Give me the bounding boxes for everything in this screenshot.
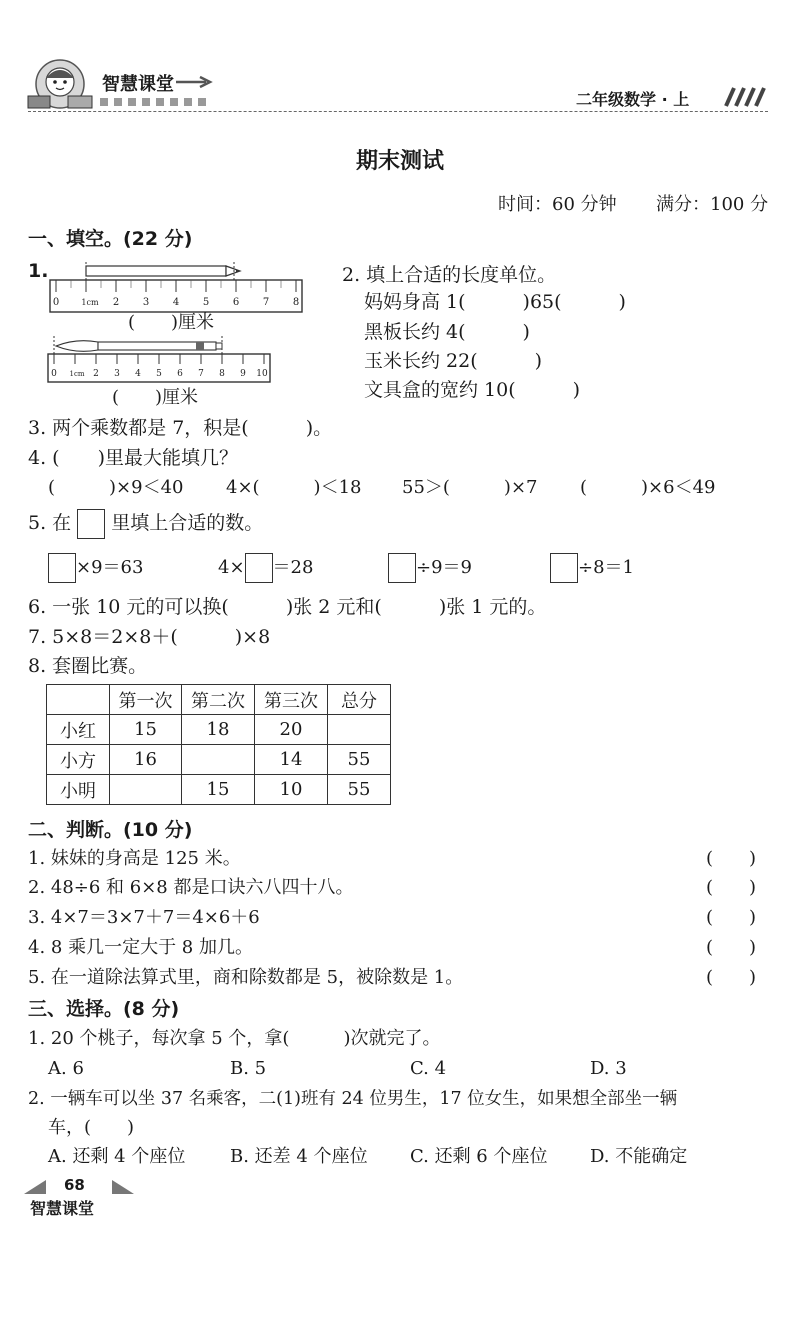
header-divider bbox=[28, 111, 768, 112]
ruler2-answer: ( )厘米 bbox=[112, 387, 199, 408]
mascot-girl-icon bbox=[22, 58, 102, 112]
section-choice: 三、选择。(8 分) bbox=[28, 998, 180, 1020]
table-cell: 小明 bbox=[47, 775, 110, 805]
q2-head: 2. 填上合适的长度单位。 bbox=[342, 264, 557, 286]
ruler2-tick-6: 6 bbox=[177, 369, 183, 379]
ruler1-tick-1: 1cm bbox=[81, 298, 99, 307]
judge-item-1: 1. 妹妹的身高是 125 米。 bbox=[28, 848, 241, 869]
ruler2-tick-8: 8 bbox=[219, 369, 225, 379]
ruler1-tick-7: 7 bbox=[262, 297, 270, 308]
judge-item-4: 4. 8 乘几一定大于 8 加几。 bbox=[28, 937, 253, 958]
table-row bbox=[47, 775, 391, 805]
ruler2-tick-2: 2 bbox=[93, 369, 99, 379]
q5-head bbox=[28, 509, 263, 539]
choice2-question-line2: 车，( ) bbox=[48, 1117, 135, 1138]
table-cell: 小红 bbox=[47, 715, 110, 745]
q5-item-4 bbox=[550, 553, 634, 583]
ruler2-tick-1: 1cm bbox=[69, 370, 85, 378]
score-table bbox=[46, 684, 391, 805]
choice1-option-d[interactable]: D. 3 bbox=[590, 1058, 627, 1079]
ruler-brush-figure bbox=[46, 334, 272, 384]
ruler1-answer: ( )厘米 bbox=[128, 312, 215, 333]
slash-stripes-icon bbox=[716, 86, 766, 108]
judge-item-2: 2. 48÷6 和 6×8 都是口诀六八四十八。 bbox=[28, 877, 354, 898]
q5-head-a: 5. 在 bbox=[28, 512, 72, 534]
table-row bbox=[47, 715, 391, 745]
page-title: 期末测试 bbox=[355, 149, 444, 174]
choice1-option-b[interactable]: B. 5 bbox=[230, 1058, 267, 1079]
q5-item-2-text-b: ＝28 bbox=[272, 557, 314, 578]
table-cell: 15 bbox=[110, 715, 182, 745]
table-cell: 18 bbox=[182, 715, 255, 745]
ruler1-tick-2: 2 bbox=[112, 297, 120, 308]
choice2-option-d[interactable]: D. 不能确定 bbox=[590, 1146, 688, 1167]
q5-item-3-text: ÷9＝9 bbox=[416, 557, 472, 578]
ruler2-tick-0: 0 bbox=[51, 369, 57, 379]
ruler2-tick-10: 10 bbox=[256, 369, 268, 379]
q7: 7. 5×8＝2×8＋( )×8 bbox=[28, 626, 271, 648]
answer-box[interactable] bbox=[245, 553, 273, 583]
footer-brand: 智慧课堂 bbox=[30, 1199, 95, 1218]
q2-line-3: 玉米长约 22( ) bbox=[364, 350, 543, 372]
ruler1-tick-4: 4 bbox=[172, 297, 180, 308]
table-cell: 小方 bbox=[47, 745, 110, 775]
table-header-cell: 总分 bbox=[328, 685, 391, 715]
ruler-pencil-figure bbox=[48, 262, 304, 314]
q5-item-3 bbox=[388, 553, 472, 583]
table-cell: 15 bbox=[182, 775, 255, 805]
ruler2-tick-4: 4 bbox=[135, 369, 141, 379]
table-cell: 20 bbox=[255, 715, 328, 745]
score-label: 满分：100 分 bbox=[656, 194, 769, 215]
table-header-cell bbox=[47, 685, 110, 715]
q5-item-2-text-a: 4× bbox=[218, 557, 245, 578]
section-fill-blank: 一、填空。(22 分) bbox=[28, 228, 193, 250]
choice2-option-b[interactable]: B. 还差 4 个座位 bbox=[230, 1146, 368, 1167]
q6: 6. 一张 10 元的可以换( )张 2 元和( )张 1 元的。 bbox=[28, 596, 547, 618]
table-cell[interactable] bbox=[328, 715, 391, 745]
choice2-option-c[interactable]: C. 还剩 6 个座位 bbox=[410, 1146, 548, 1167]
table-cell: 55 bbox=[328, 775, 391, 805]
judge-item-5: 5. 在一道除法算式里，商和除数都是 5，被除数是 1。 bbox=[28, 967, 464, 988]
table-row bbox=[47, 745, 391, 775]
q1-number: 1. bbox=[28, 260, 49, 282]
q4-item-3: 55＞( )×7 bbox=[402, 477, 538, 498]
q5-item-4-text: ÷8＝1 bbox=[578, 557, 634, 578]
table-header-cell: 第三次 bbox=[255, 685, 328, 715]
judge-paren-5[interactable]: ( ) bbox=[706, 967, 757, 988]
arrow-icon bbox=[176, 75, 216, 89]
ruler2-tick-5: 5 bbox=[156, 369, 162, 379]
time-label: 时间：60 分钟 bbox=[498, 194, 617, 215]
ruler1-tick-5: 5 bbox=[202, 297, 210, 308]
table-cell: 16 bbox=[110, 745, 182, 775]
q5-item-2 bbox=[218, 553, 313, 583]
table-header-cell: 第一次 bbox=[110, 685, 182, 715]
ruler2-tick-7: 7 bbox=[198, 369, 204, 379]
table-cell: 14 bbox=[255, 745, 328, 775]
page-number: 68 bbox=[64, 1176, 85, 1194]
judge-paren-3[interactable]: ( ) bbox=[706, 907, 757, 928]
answer-box bbox=[77, 509, 105, 539]
choice1-question: 1. 20 个桃子，每次拿 5 个，拿( )次就完了。 bbox=[28, 1028, 441, 1049]
section-judge: 二、判断。(10 分) bbox=[28, 819, 193, 841]
ruler1-tick-3: 3 bbox=[142, 297, 150, 308]
table-cell: 10 bbox=[255, 775, 328, 805]
header-subject: 二年级数学 · 上 bbox=[576, 90, 690, 109]
q4-item-1: ( )×9＜40 bbox=[48, 477, 184, 498]
choice1-option-c[interactable]: C. 4 bbox=[410, 1058, 447, 1079]
answer-box[interactable] bbox=[550, 553, 578, 583]
judge-paren-4[interactable]: ( ) bbox=[706, 937, 757, 958]
q4-item-4: ( )×6＜49 bbox=[580, 477, 716, 498]
table-cell: 55 bbox=[328, 745, 391, 775]
q5-item-1 bbox=[48, 553, 143, 583]
q8-head: 8. 套圈比赛。 bbox=[28, 655, 148, 677]
ruler2-tick-9: 9 bbox=[240, 369, 246, 379]
q5-item-1-text: ×9＝63 bbox=[76, 557, 144, 578]
answer-box[interactable] bbox=[48, 553, 76, 583]
judge-paren-1[interactable]: ( ) bbox=[706, 848, 757, 869]
q2-line-1: 妈妈身高 1( )65( ) bbox=[364, 291, 626, 313]
q4-item-2: 4×( )＜18 bbox=[226, 477, 362, 498]
ruler1-tick-0: 0 bbox=[52, 297, 60, 308]
header-dots-bar bbox=[100, 96, 570, 108]
table-header-row bbox=[47, 685, 391, 715]
choice1-option-a[interactable]: A. 6 bbox=[48, 1058, 84, 1079]
header-brand: 智慧课堂 bbox=[102, 74, 174, 95]
q2-line-2: 黑板长约 4( ) bbox=[364, 321, 530, 343]
ruler1-tick-6: 6 bbox=[232, 297, 240, 308]
choice2-option-a[interactable]: A. 还剩 4 个座位 bbox=[48, 1146, 186, 1167]
ruler2-tick-3: 3 bbox=[114, 369, 120, 379]
table-header-cell: 第二次 bbox=[182, 685, 255, 715]
q2-line-4: 文具盒的宽约 10( ) bbox=[364, 379, 581, 401]
judge-item-3: 3. 4×7＝3×7＋7＝4×6＋6 bbox=[28, 907, 260, 928]
judge-paren-2[interactable]: ( ) bbox=[706, 877, 757, 898]
answer-box[interactable] bbox=[388, 553, 416, 583]
ruler1-tick-8: 8 bbox=[292, 297, 300, 308]
q5-head-b: 里填上合适的数。 bbox=[111, 512, 264, 534]
table-cell[interactable] bbox=[182, 745, 255, 775]
q3: 3. 两个乘数都是 7，积是( )。 bbox=[28, 417, 333, 439]
choice2-question-line1: 2. 一辆车可以坐 37 名乘客，二(1)班有 24 位男生，17 位女生，如果想全部坐一辆 bbox=[28, 1089, 678, 1109]
table-cell[interactable] bbox=[110, 775, 182, 805]
q4-head: 4. ( )里最大能填几？ bbox=[28, 447, 238, 469]
